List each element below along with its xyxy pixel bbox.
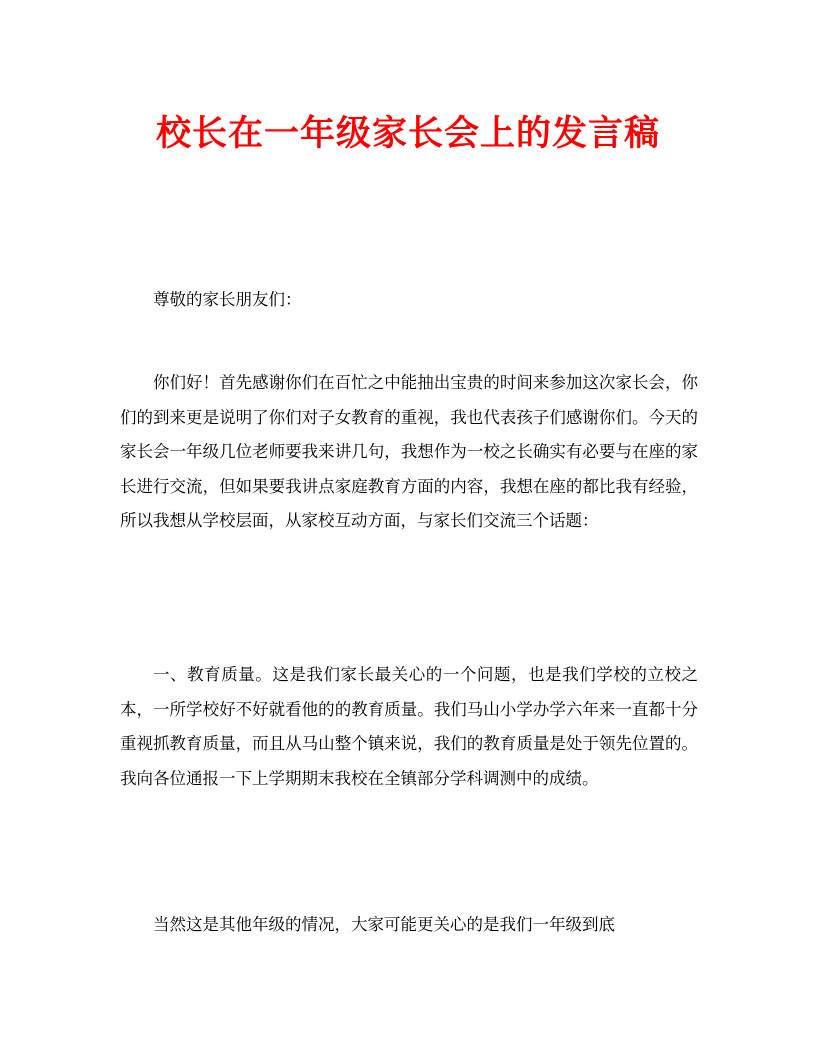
salutation: 尊敬的家长朋友们： bbox=[153, 290, 302, 309]
paragraph-education-quality: 一、教育质量。这是我们家长最关心的一个问题，也是我们学校的立校之本，一所学校好不好就看他的的教育质量。我们马山小学办学六年来一直都十分重视抓教育质量，而且从马山整个镇来说，我们的教育质量是处于领先位置的。我向各位通报一下上学期期末我校在全镇部分学科调测中的成绩。 bbox=[120, 665, 698, 788]
paragraph-greeting: 你们好！首先感谢你们在百忙之中能抽出宝贵的时间来参加这次家长会，你们的到来更是说明了你们对子女教育的重视，我也代表孩子们感谢你们。今天的家长会一年级几位老师要我来讲几句，我想作为一校之长确实有必要与在座的家长进行交流，但如果要我讲点家庭教育方面的内容，我想在座的都比我有经验，所以我想从学校层面，从家校互动方面，与家长们交流三个话题： bbox=[120, 373, 698, 530]
paragraph-grade-one: 当然这是其他年级的情况，大家可能更关心的是我们一年级到底 bbox=[153, 915, 615, 934]
document-title: 校长在一年级家长会上的发言稿 bbox=[155, 113, 660, 154]
